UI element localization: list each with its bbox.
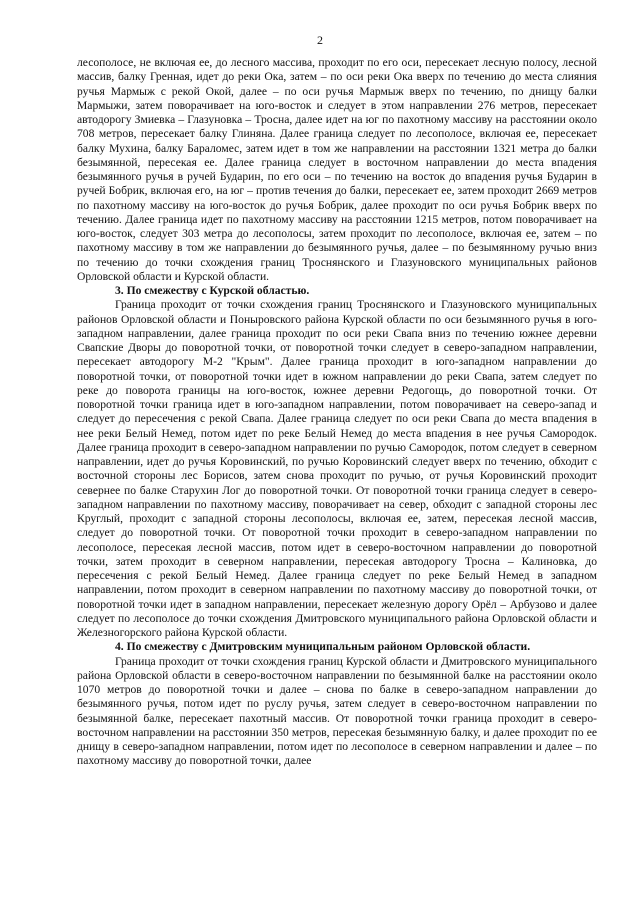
paragraph-dmitrovsky-boundary: Граница проходит от точки схождения границ Курской области и Дмитровского муниципального района Орловской области в северо-восточном направлении по безымянной балке на расстоянии около 1070 метров до поворотной точки и далее – снова по балке в северо-западном направлении до безымянного ручья, потом идет по руслу ручья, затем следует в северо-восточном направлении по безымянной балке, пересекает пахотный массив. От поворотной точки граница проходит в северо-восточном направлении на расстоянии 350 метров, пересекая безымянную балку, и далее проходит по ее днищу в северо-западном направлении, потом идет по лесополосе в северном направлении и далее – по пахотному массиву до поворотной точки, далее (77, 654, 597, 768)
paragraph-continuation: лесополосе, не включая ее, до лесного массива, проходит по его оси, пересекает лесную полосу, лесной массив, балку Гренная, идет до реки Ока, затем – по оси реки Ока вверх по течению до места слияния ручья Мармыж с рекой Окой, далее – по оси ручья Мармыж вверх по течению, по днищу балки Мармыжи, затем поворачивает на юго-восток и следует в этом направлении 276 метров, пересекает автодорогу Змиевка – Глазуновка – Тросна, далее идет на юг по пахотному массиву на расстоянии около 708 метров, пересекает балку Глиняна. Далее граница следует по лесополосе, включая ее, пересекает балку Мухина, балку Бараломес, затем идет в том же направлении на расстоянии 1321 метра до балки безымянной, пересекая ее. Далее граница следует в восточном направлении до места впадения безымянного ручья в ручей Бударин, по его оси – по течению на восток до впадения ручья Бударин в ручей Бобрик, включая его, на юг – против течения до балки, пересекает ее, затем проходит 2669 метров по пахотному массиву на юго-восток до ручья Бобрик, далее проходит по оси ручья Бобрик вверх по течению. Далее граница идет по пахотному массиву на расстоянии 1215 метров, потом поворачивает на юго-восток, следует 303 метра до лесополосы, затем проходит по лесополосе, включая ее, затем – по пахотному массиву в том же направлении до безымянного ручья, далее – по безымянному ручью вниз по течению до точки схождения границ Троснянского и Глазуновского муниципальных районов Орловской области и Курской области. (77, 56, 597, 283)
section-heading-dmitrovsky: 4. По смежеству с Дмитровским муниципальным районом Орловской области. (115, 640, 531, 654)
page-number: 2 (317, 33, 323, 47)
paragraph-kursk-boundary: Граница проходит от точки схождения границ Троснянского и Глазуновского муниципальных районов Орловской области и Поныровского района Курской области по оси безымянного ручья в юго-западном направлении, далее граница проходит по оси реки Свапа вниз по течению южнее деревни Свапские Дворы до поворотной точки, от поворотной точки следует в северо-западном направлении, пересекает автодорогу М-2 "Крым". Далее граница проходит в юго-западном направлении до поворотной точки, от поворотной точки идет в южном направлении до реки Свапа, затем следует по реке до поворота границы на юго-восток, южнее деревни Редогощь, до поворотной точки. От поворотной точки граница идет в юго-западном направлении, потом поворачивает на северо-запад и следует до пересечения с рекой Свапа. Далее граница следует по оси реки Свапа до места впадения в нее реки Белый Немед, потом идет по реке Белый Немед до места впадения в нее ручья Самородок. Далее граница проходит в северо-западном направлении по ручью Самородок, потом следует в северном направлении, идет до ручья Коровинский, по ручью Коровинский следует вверх по течению, обходит с восточной стороны лес Борисов, затем снова проходит по ручью, от ручья Коровинский проходит севернее по балке Старухин Лог до поворотной точки. От поворотной точки граница следует в северо-западном направлении по пахотному массиву, поворачивает на север, обходит с западной стороны лес Круглый, проходит с западной стороны лесополосы, включая ее, затем, пересекая лесной массив, следует до поворотной точки. От поворотной точки проходит в северо-западном направлении по лесополосе, пересекая лесной массив, потом идет в северо-восточном направлении до поворотной точки, затем проходит в северном направлении, пересекая автодорогу Тросна – Калиновка, до пересечения с рекой Белый Немед. Далее граница следует по реке Белый Немед в западном направлении, потом проходит в северном направлении по пахотному массиву до поворотной точки, от поворотной точки идет в западном направлении, пересекает железную дорогу Орёл – Арбузово и далее следует по лесополосе до точки схождения Дмитровского муниципального района Орловской области и Железногорского района Курской области. (77, 298, 597, 639)
section-heading-kursk: 3. По смежеству с Курской областью. (115, 284, 310, 297)
document-body (77, 56, 597, 769)
